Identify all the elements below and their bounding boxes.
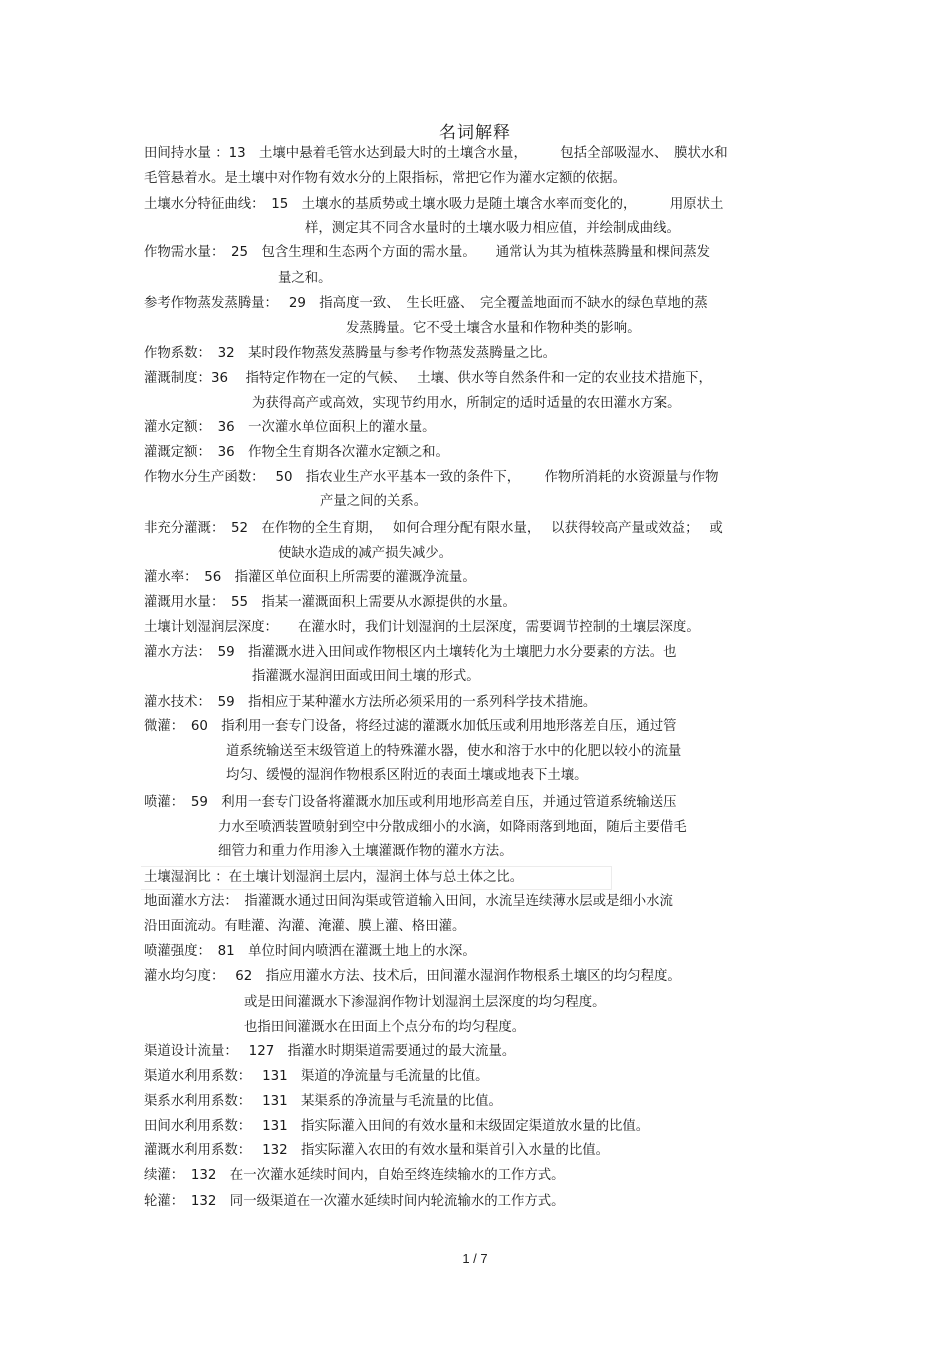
page-title: 名词解释 [439,123,511,143]
text-line: 灌水方法： 59 指灌溉水进入田间或作物根区内土壤转化为土壤肥力水分要素的方法。也 [144,645,677,660]
text-line: 土壤湿润比 ：在土壤计划湿润土层内，湿润土体与总土体之比。 [144,870,524,885]
text-line: 作物系数： 32 某时段作物蒸发蒸腾量与参考作物蒸发蒸腾量之比。 [144,346,557,361]
text-line: 为获得高产或高效，实现节约用水，所制定的适时适量的农田灌水方案。 [252,396,681,411]
text-line: 灌溉定额： 36 作物全生育期各次灌水定额之和。 [144,445,449,460]
text-line: 指灌溉水湿润田面或田间土壤的形式。 [252,669,480,684]
text-line: 参考作物蒸发蒸腾量： 29 指高度一致、 生长旺盛、 完全覆盖地面而不缺水的绿色草地的蒸 [144,296,708,311]
text-line: 土壤水分特征曲线： 15 土壤水的基质势或土壤水吸力是随土壤含水率而变化的， 用原状土 [144,197,724,212]
text-line: 作物需水量： 25 包含生理和生态两个方面的需水量。 通常认为其为植株蒸腾量和棵间蒸发 [144,245,711,260]
text-line: 灌溉制度：36 指特定作物在一定的气候、 土壤、供水等自然条件和一定的农业技术措施下， [144,371,712,386]
text-line: 也指田间灌溉水在田面上个点分布的均匀程度。 [244,1020,526,1035]
text-line: 轮灌： 132 同一级渠道在一次灌水延续时间内轮流输水的工作方式。 [144,1194,565,1209]
text-line: 道系统输送至末级管道上的特殊灌水器，使水和溶于水中的化肥以较小的流量 [226,744,682,759]
text-line: 土壤计划湿润层深度： 在灌水时，我们计划湿润的土层深度，需要调节控制的土壤层深度。 [144,620,700,635]
text-line: 地面灌水方法： 指灌溉水通过田间沟渠或管道输入田间，水流呈连续薄水层或是细小水流 [144,894,673,909]
text-line: 渠系水利用系数： 131 某渠系的净流量与毛流量的比值。 [144,1094,502,1109]
text-line: 或是田间灌溉水下渗湿润作物计划湿润土层深度的均匀程度。 [244,995,606,1010]
text-line: 细管力和重力作用渗入土壤灌溉作物的灌水方法。 [218,844,513,859]
text-line: 田间持水量 ：13 土壤中悬着毛管水达到最大时的土壤含水量， 包括全部吸湿水、 膜状水和 [144,146,728,161]
text-line: 续灌： 132 在一次灌水延续时间内，自始至终连续输水的工作方式。 [144,1168,565,1183]
text-line: 使缺水造成的减产损失减少。 [278,546,453,561]
text-line: 灌水技术： 59 指相应于某种灌水方法所必须采用的一系列科学技术措施。 [144,695,597,710]
text-line: 沿田面流动。有畦灌、沟灌、淹灌、膜上灌、格田灌。 [144,919,466,934]
text-line: 灌水率： 56 指灌区单位面积上所需要的灌溉净流量。 [144,570,476,585]
text-line: 灌溉用水量： 55 指某一灌溉面积上需要从水源提供的水量。 [144,595,516,610]
text-line: 灌水均匀度： 62 指应用灌水方法、技术后，田间灌水湿润作物根系土壤区的均匀程度。 [144,969,681,984]
text-line: 渠道设计流量： 127 指灌水时期渠道需要通过的最大流量。 [144,1044,516,1059]
text-line: 田间水利用系数： 131 指实际灌入田间的有效水量和末级固定渠道放水量的比值。 [144,1119,650,1134]
text-line: 力水至喷洒装置喷射到空中分散成细小的水滴，如降雨落到地面，随后主要借毛 [218,820,687,835]
text-line: 灌溉水利用系数： 132 指实际灌入农田的有效水量和渠首引入水量的比值。 [144,1143,610,1158]
text-line: 量之和。 [278,271,332,286]
text-line: 渠道水利用系数： 131 渠道的净流量与毛流量的比值。 [144,1069,489,1084]
text-line: 微灌： 60 指利用一套专门设备，将经过滤的灌溉水加低压或利用地形落差自压，通过管 [144,719,677,734]
text-line: 非充分灌溉： 52 在作物的全生育期， 如何合理分配有限水量， 以获得较高产量或效益； 或 [144,521,723,536]
page-number: 1 / 7 [462,1251,488,1266]
text-line: 喷灌强度： 81 单位时间内喷洒在灌溉土地上的水深。 [144,944,476,959]
text-line: 喷灌： 59 利用一套专门设备将灌溉水加压或利用地形高差自压，并通过管道系统输送压 [144,795,677,810]
text-line: 作物水分生产函数： 50 指农业生产水平基本一致的条件下， 作物所消耗的水资源量与作物 [144,470,719,485]
text-line: 均匀、缓慢的湿润作物根系区附近的表面土壤或地表下土壤。 [226,768,588,783]
text-line: 发蒸腾量。它不受土壤含水量和作物种类的影响。 [346,321,641,336]
text-line: 样，测定其不同含水量时的土壤水吸力相应值，并绘制成曲线。 [305,221,680,236]
text-line: 灌水定额： 36 一次灌水单位面积上的灌水量。 [144,420,436,435]
text-line: 毛管悬着水。是土壤中对作物有效水分的上限指标，常把它作为灌水定额的依据。 [144,171,627,186]
text-line: 产量之间的关系。 [320,494,428,509]
